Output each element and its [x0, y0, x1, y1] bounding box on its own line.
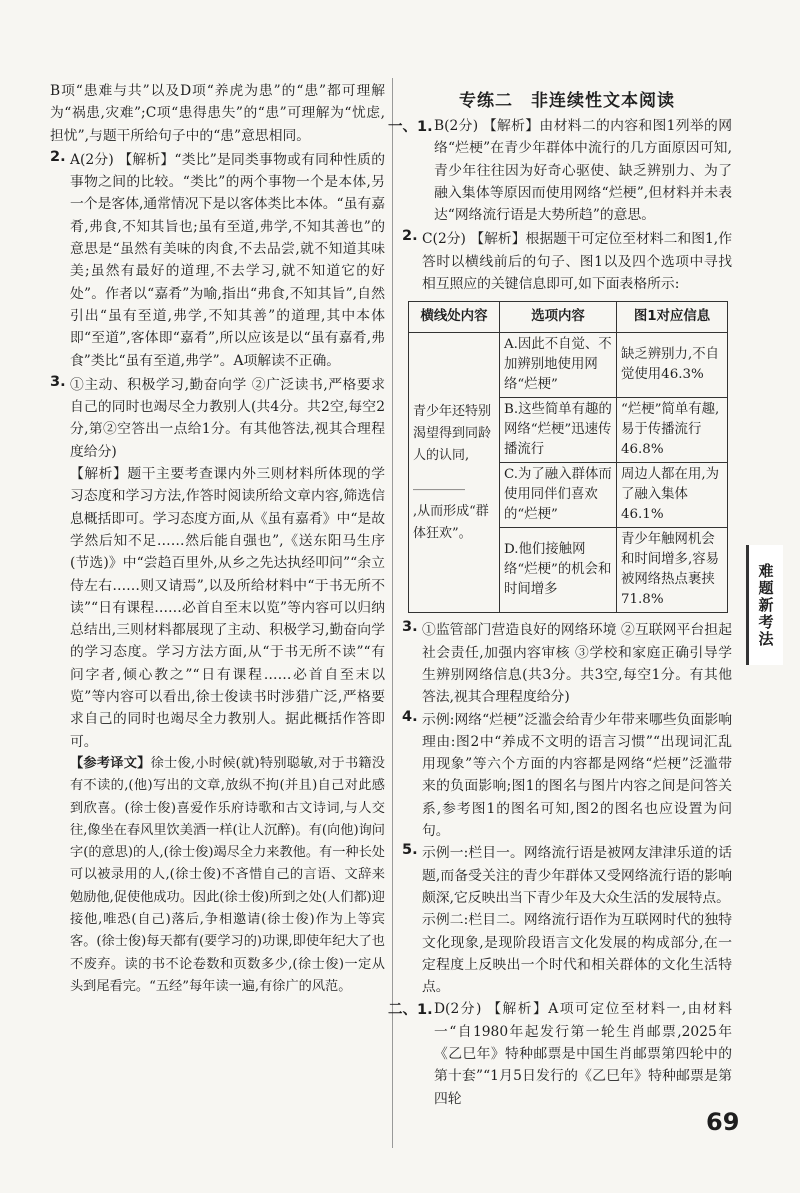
context-after: ,从而形成“群体狂欢”。 — [413, 503, 489, 541]
item-number: 5. — [402, 842, 418, 859]
answer-text: C(2分) 【解析】根据题干可定位至材料二和图1,作答时以横线前后的句子、图1以及四个选项中寻找相互照应的关键信息即可,如下面表格所示: — [422, 231, 732, 293]
item-number: 4. — [402, 708, 418, 725]
option-cell: C.为了融入群体而使用同伴们喜欢的“烂梗” — [500, 463, 617, 528]
item-number: 一、1. — [388, 119, 433, 135]
option-cell: D.他们接触网络“烂梗”的机会和时间增多 — [500, 528, 617, 613]
answer-item-1-5 — [402, 842, 732, 998]
option-cell: B.这些简单有趣的网络“烂梗”迅速传播流行 — [500, 398, 617, 463]
answer-text: ①监管部门营造良好的网络环境 ②互联网平台担起社会责任,加强内容审核 ③学校和家庭正确引导学生辨别网络信息(共3分。共3空,每空1分。有其他答法,视其合理程度给分) — [422, 622, 732, 706]
item-number: 3. — [402, 619, 418, 636]
info-cell: 青少年触网机会和时间增多,容易被网络热点裹挟71.8% — [617, 528, 728, 613]
answer-item-1-2 — [402, 228, 732, 295]
item-number: 2. — [402, 228, 418, 245]
answer-item-1-1 — [388, 115, 732, 226]
info-cell: “烂梗”简单有趣,易于传播流行46.8% — [617, 398, 728, 463]
section-title: 专练二 非连续性文本阅读 — [459, 91, 675, 111]
translation-label: 【参考译文】 — [70, 755, 151, 771]
answer-text: A(2分) 【解析】“类比”是同类事物或有同种性质的事物之间的比较。“类比”的两个事物一个是本体,另一个是客体,通常情况下是以客体类比本体。“虽有嘉肴,弗食,不知其旨也;虽有至道,弗学,不知其善也”的意思是“虽然有美味的肉食,不去品尝,就不知道其味美;虽然有最好的道理,不去学习,就不知道它的好处”。作者以“嘉肴”为喻,指出“弗食,不知其旨”,自然引出“虽有至道,弗学,不知其善”的道理,其中本体即“至道”,客体即“嘉肴”,所以应该是以“虽有嘉肴,弗食”类比“虽有至道,弗学”。A项解读不正确。 — [70, 151, 385, 369]
item-number: 二、1. — [388, 1002, 433, 1019]
right-column — [388, 80, 732, 1110]
answer-item-1-3 — [402, 619, 732, 708]
blank-line: ________ — [413, 475, 465, 491]
answer-text: ①主动、积极学习,勤奋向学 ②广泛读书,严格要求自己的同时也竭尽全力教别人(共4分。共2空,每空2分,第②空答出一点给1分。有其他答法,视其合理程度给分) — [70, 376, 385, 460]
translation-text: 徐士俊,小时候(就)特别聪敏,对于书籍没有不读的,(他)写出的文章,放纵不拘(并且)自己对此感到欣喜。(徐士俊)喜爱作乐府诗歌和古文诗词,与人交往,像坐在春风里饮美酒一样(让人沉醉)。有(向他)询问字(的意思)的人,(徐士俊)竭尽全力来教他。有一种长处可以被录用的人,(徐士俊)不吝惜自己的言语、文辞来勉励他,促使他成功。因此(徐士俊)所到之处(人们都)迎接他,唯恐(自己)落后,争相邀请(徐士俊)作为上等宾客。(徐士俊)每天都有(要学习的)功课,即使年纪大了也不废弃。读的书不论卷数和页数多少,(徐士俊)一定从头到尾看完。“五经”每年读一遍,有徐广的风范。 — [70, 755, 385, 994]
table-header: 图1对应信息 — [617, 302, 728, 333]
answer-text: B(2分) 【解析】由材料二的内容和图1列举的网络“烂梗”在青少年群体中流行的几方面原因可知,青少年往往因为好奇心驱使、缺乏辨别力、为了融入集体等原因而使用网络“烂梗”,但材料并未表达“网络流行语是大势所趋”的意思。 — [434, 118, 732, 224]
answer-item-2-1 — [388, 998, 732, 1109]
column-divider — [392, 78, 393, 1148]
answer-continuation: B项“患难与共”以及D项“养虎为患”的“患”都可理解为“祸患,灾难”;C项“患得患失”的“患”可理解为“忧虑,担忧”,与题干所给句子中的“患”意思相同。 — [50, 83, 385, 144]
answer-text: 示例二:栏目二。网络流行语作为互联网时代的独特文化现象,是现阶段语言文化发展的构成部分,在一定程度上反映出一个时代和相关群体的文化生活特点。 — [422, 912, 732, 996]
blank-context-cell — [409, 333, 500, 613]
info-cell: 缺乏辨别力,不自觉使用46.3% — [617, 333, 728, 398]
comparison-table — [408, 301, 728, 613]
table-header: 横线处内容 — [409, 302, 500, 333]
answer-item-2 — [50, 149, 385, 372]
item-number: 3. — [50, 373, 66, 390]
answer-text: 示例:网络“烂梗”泛滥会给青少年带来哪些负面影响 理由:图2中“养成不文明的语言习惯”“出现词汇乱用现象”等六个方面的内容都是网络“烂梗”泛滥带来的负面影响;图1的图名与图片内容之间是问答关系,参考图1的图名可知,图2的图名也应设置为问句。 — [422, 711, 732, 840]
analysis-text: 【解析】题干主要考查课内外三则材料所体现的学习态度和学习方法,作答时阅读所给文章内容,筛选信息概括即可。学习态度方面,从《虽有嘉肴》中“是故学然后知不足……然后能自强也”,《送东阳马生序(节选)》中“尝趋百里外,从乡之先达执经叩问”“余立侍左右……则又请焉”,以及所给材料中“于书无所不读”“日有课程……必首自至末以览”等内容可以归纳总结出,三则材料都展现了主动、积极学习,勤奋向学的学习态度。学习方法方面,从“于书无所不读”“有问字者,倾心教之”“日有课程……必首自至末以览”等内容可以看出,徐士俊读书时涉猎广泛,严格要求自己的同时也竭尽全力教别人。据此概括作答即可。 — [70, 466, 385, 750]
answer-text: 示例一:栏目一。网络流行语是被网友津津乐道的话题,而备受关注的青少年群体又受网络流行语的影响颇深,它反映出当下青少年及大众生活的发展特点。 — [422, 845, 732, 906]
answer-item-1-4 — [402, 709, 732, 843]
table-header-row — [409, 302, 728, 333]
left-column — [50, 80, 385, 998]
table-header: 选项内容 — [500, 302, 617, 333]
answer-item-3 — [50, 374, 385, 998]
page-number: 69 — [706, 1108, 740, 1136]
context-before: 青少年还特别渴望得到同龄人的认同, — [413, 403, 492, 463]
answer-text: D(2分) 【解析】A项可定位至材料一,由材料一“自1980年起发行第一轮生肖邮票,2025年《乙巳年》特种邮票是中国生肖邮票第四轮中的第十套”“1月5日发行的《乙巳年》特种邮票是第四轮 — [434, 1001, 732, 1107]
translation-paragraph — [70, 753, 385, 998]
table-row — [409, 333, 728, 398]
item-number: 2. — [50, 148, 66, 165]
info-cell: 周边人都在用,为了融入集体46.1% — [617, 463, 728, 528]
side-tab: 难题新考法 — [746, 545, 783, 665]
option-cell: A.因此不自觉、不加辨别地使用网络“烂梗” — [500, 333, 617, 398]
